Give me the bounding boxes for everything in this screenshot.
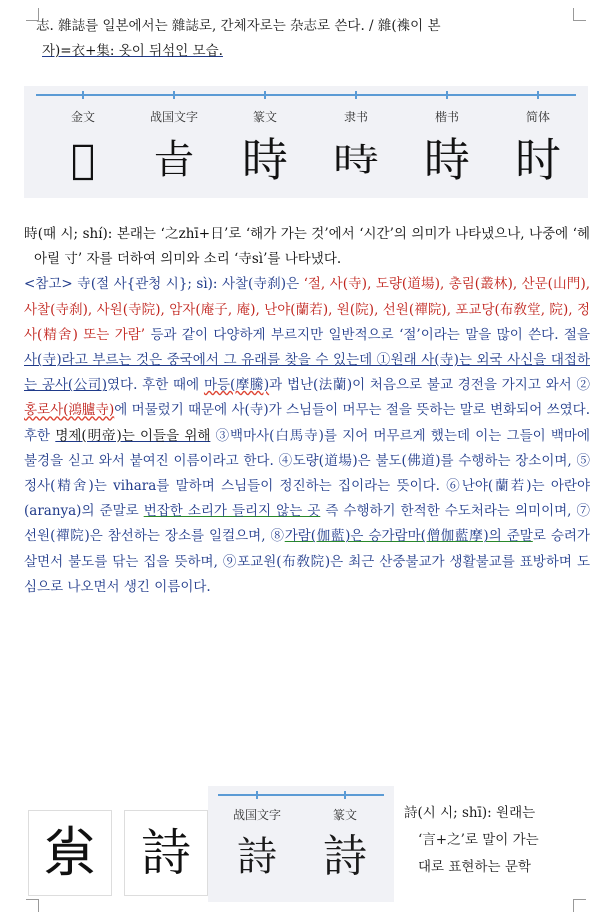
reference-text: 즉 수행하기 한적한 수도처라는 의미이며, ⑦선원(禪院)은 참선하는 장소를 일컬으며, ⑧ [24,503,590,545]
script-label: 金文 [70,110,95,124]
paragraph-reference [24,272,590,600]
intro-line-1: 志. 雜誌를 일본에서는 雜誌로, 간체자로는 杂志로 쓴다. / 雜(襍이 본 [36,18,441,34]
intro-line-2: 자)=衣+集: 옷이 뒤섞인 모습. [42,43,223,59]
side-line: 대로 표현하는 문학 [418,859,531,875]
reference-text: 과 법난(法蘭)이 처음으로 불교 경전을 가지고 와서 ② [269,377,591,394]
reference-lead: <참고> 寺(절 사{관청 시}; sì): 사찰(寺刹)은 [24,276,304,293]
side-line: ‘言+之’로 말이 가는 [418,832,539,848]
intro-text [36,14,586,64]
reference-text: ③백마사(白馬寺)를 지어 머무르게 했는데 이는 그들이 백마에 불경을 싣고 와서 붙여진 이름이라고 한다. ④도량(道場)은 불도(佛道)를 수행하는 장소이며, ⑤정사(精舍)는 vihara를 말하며 스님들이 정진하는 집이라는 뜻이다. ⑥난야(蘭若)는 아란야(aranya)의 준말로 [24,427,590,520]
script-glyph: 時 [333,141,379,179]
corner-mark [573,899,586,912]
script-evolution-panel [24,86,588,198]
timeline-tick [537,91,539,99]
script-label: 篆文 [252,110,277,124]
script-label: 战国文字 [232,808,281,822]
seal-glyph-image: 𡭴 [28,810,112,896]
timeline-tick [264,91,266,99]
reference-text: 등과 같이 다양하게 부르지만 일반적으로 ‘절’이라는 말을 많이 쓴다. 절을 [145,326,590,343]
seal-glyph-image: 詩 [124,810,208,896]
script-glyph: 时 [515,133,561,187]
script-label: 楷书 [434,110,459,124]
reference-text: 에 머물렀기 때문에 사(寺)가 스님들이 머무는 절을 뜻하는 말로 변화되어 쓰였다. 후한 [24,402,590,444]
script-label: 篆文 [332,808,357,822]
timeline-tick [256,791,258,799]
timeline-rule [36,94,576,96]
reference-underline: 사(寺)라고 부르는 것은 중국에서 그 유래를 찾을 수 있는데 ①원래 사(寺)는 외국 사신을 대접하는 공사(公司) [24,352,590,394]
timeline-tick [82,91,84,99]
body-text [24,222,590,600]
timeline-tick [344,791,346,799]
corner-mark [26,899,39,912]
script-evolution-panel-small [208,786,394,902]
side-line: 詩(시 시; shī): 원래는 [404,805,536,821]
timeline-tick [446,91,448,99]
reference-temple-names: ‘절, 사(寺), 도량(道場), 총림(叢林), 산문(山門), 사찰(寺刹), 사원(寺院), 암자(庵子, 庵), 난야(蘭若), 원(院), 선원(禪院), 포교당(布敎堂, 院), 정사(精舍) 또는 가람’ [24,276,591,343]
reference-text: 로 승려가 살면서 불도를 닦는 집을 뜻하며, ⑨포교원(布敎院)은 최근 산중불교가 생활불교를 표방하며 도심으로 나오면서 생긴 이름이다. [24,528,590,595]
side-paragraph-poem [404,800,588,881]
reference-green-underline: 번잡한 소리가 들리지 않는 곳 [143,503,321,520]
reference-wavy: 홍로사(鴻臚寺) [24,402,115,419]
script-glyph: 𣆪 [70,137,95,183]
paragraph-time: 時(때 시; shí): 본래는 ‘之zhī+日’로 ‘해가 가는 것’에서 ‘시간’의 의미가 나타냈으나, 나중에 ‘헤아릴 寸’ 자를 더하여 의미와 소리 ‘寺sì’를 나타냈다. [24,226,590,268]
script-label: 简体 [525,110,550,124]
script-glyph: 時 [242,133,288,187]
reference-wavy: 마등(摩騰) [203,377,270,394]
script-label: 战国文字 [149,110,198,124]
script-glyph: 時 [424,133,470,187]
timeline-rule [218,794,384,796]
timeline-tick [173,91,175,99]
reference-green-underline: 가람(伽藍)은 승가람마(僧伽藍摩)의 준말 [284,528,533,545]
script-glyph: 㫖 [154,137,194,183]
timeline-tick [355,91,357,99]
script-label: 隶书 [343,110,368,124]
reference-text: 였다. 후한 때에 [107,377,204,394]
script-glyph: 詩 [237,834,277,880]
script-glyph: 詩 [323,831,367,882]
reference-underline: 명제(明帝)는 이들을 위해 [55,427,211,444]
